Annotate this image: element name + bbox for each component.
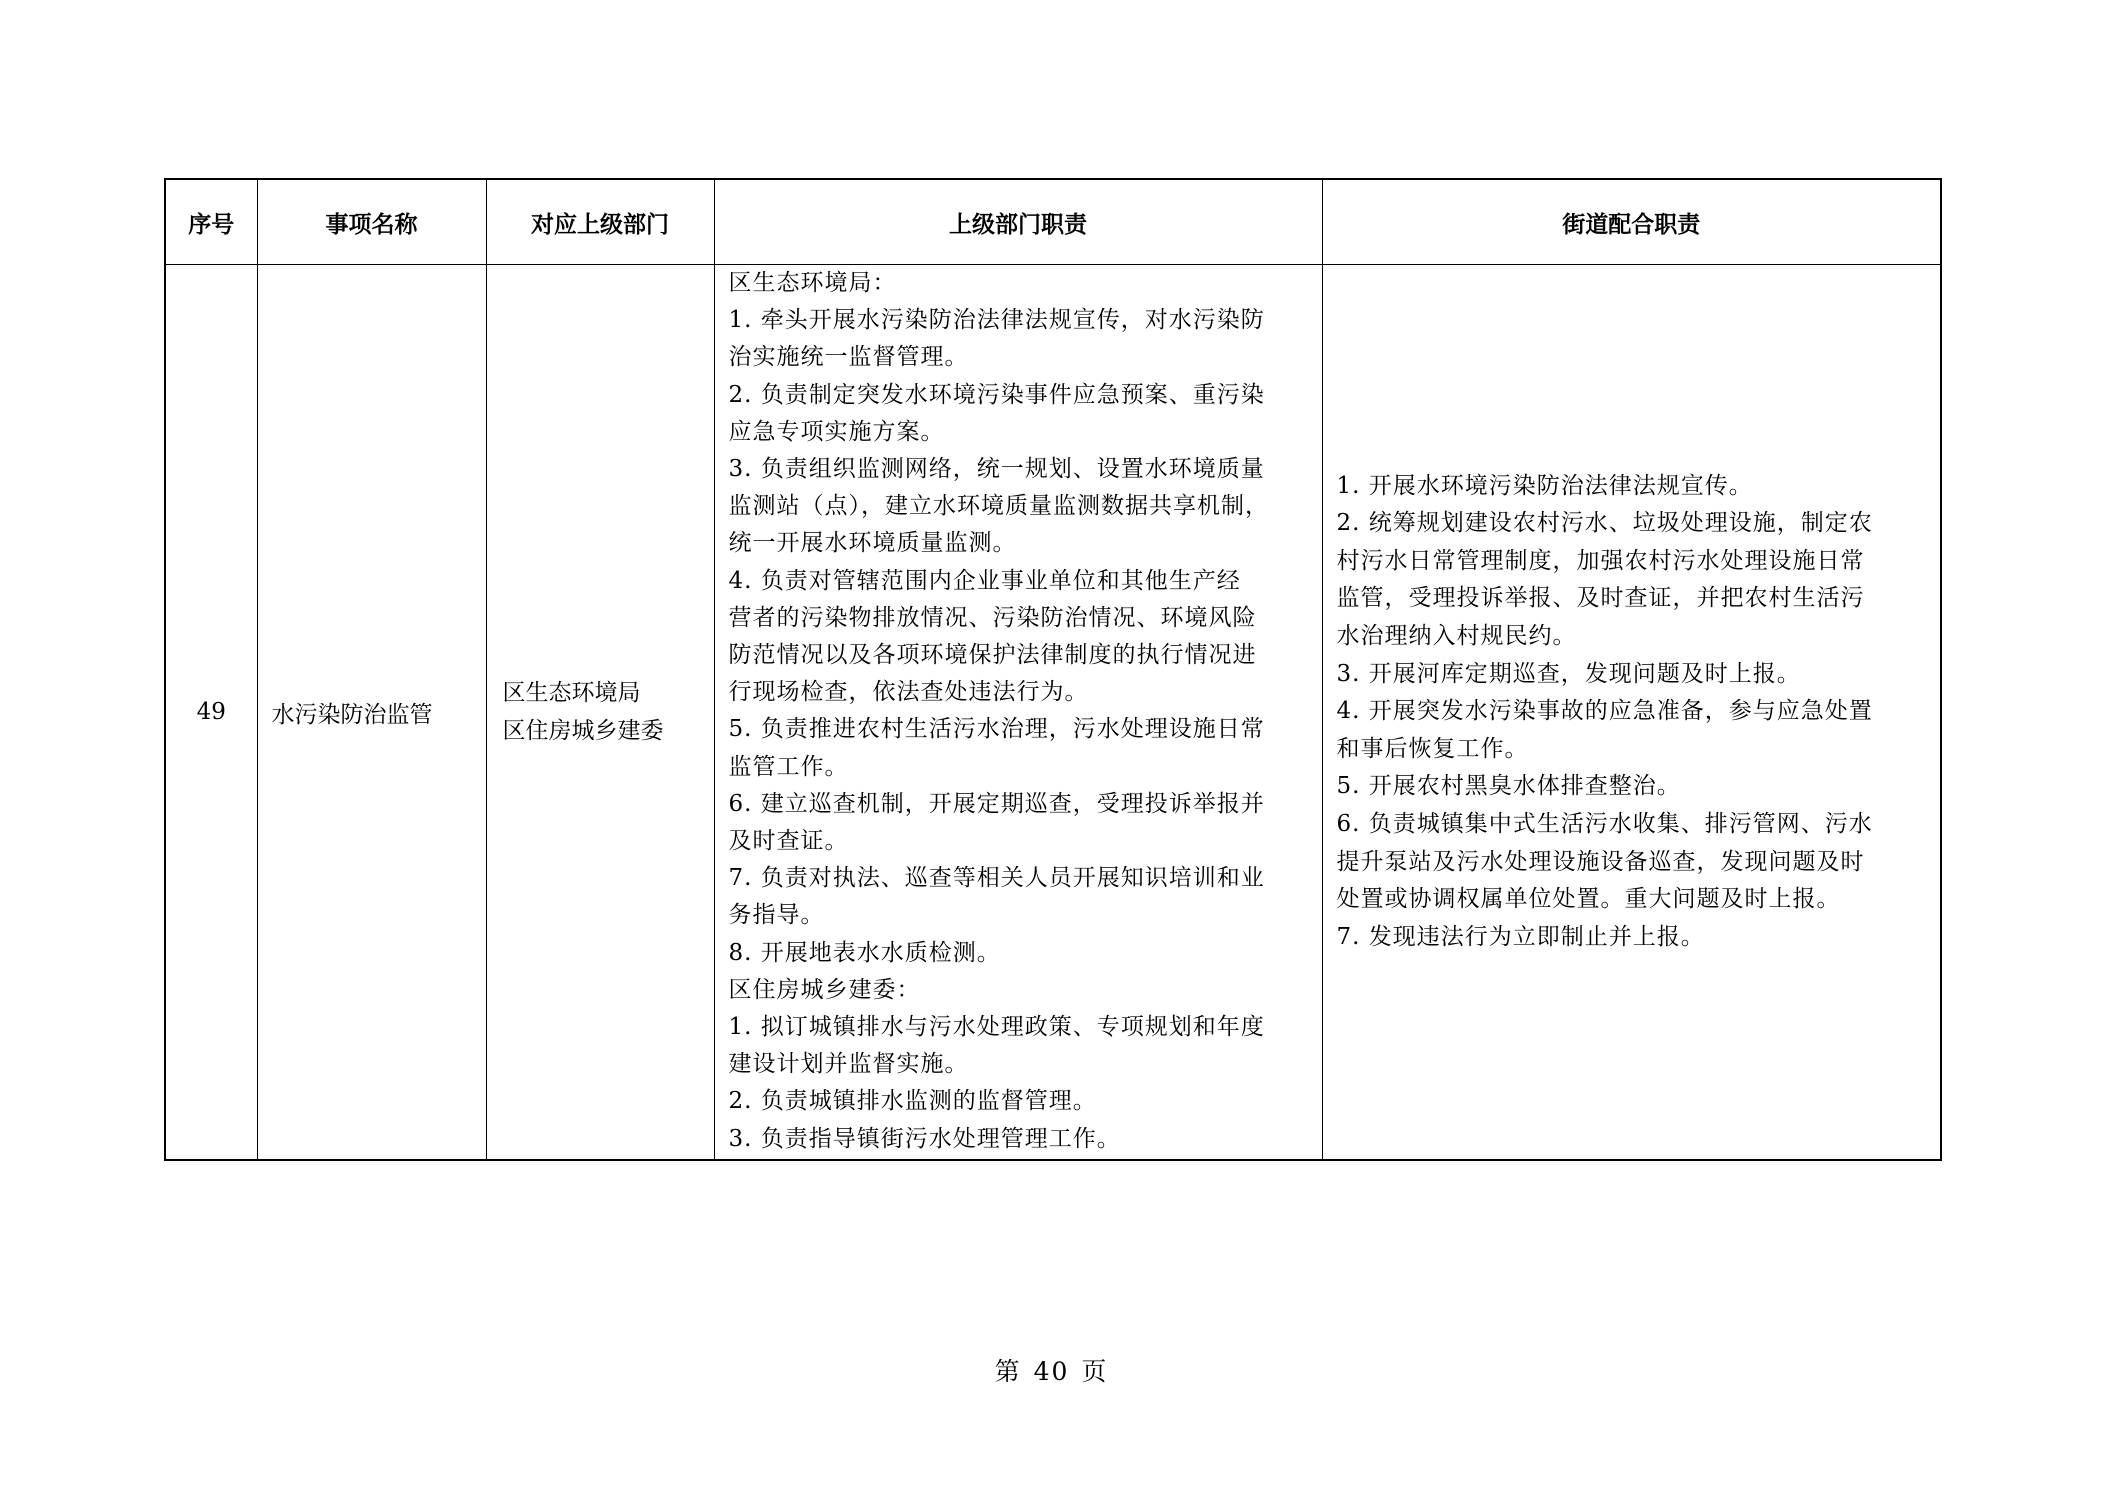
- row-item-name: 水污染防治监管: [257, 265, 486, 1161]
- upper-duty-line: 1. 牵头开展水污染防治法律法规宣传，对水污染防: [728, 307, 1265, 334]
- upper-duty-line: 区生态环境局：: [728, 270, 897, 296]
- street-duty-line: 2. 统筹规划建设农村污水、垃圾处理设施，制定农: [1336, 510, 1873, 537]
- street-duty-line: 6. 负责城镇集中式生活污水收集、排污管网、污水: [1336, 810, 1873, 837]
- upper-duty-line: 2. 负责城镇排水监测的监督管理。: [728, 1088, 1097, 1115]
- header-index: 序号: [165, 179, 257, 265]
- street-duty-line: 1. 开展水环境污染防治法律法规宣传。: [1336, 472, 1753, 499]
- upper-duty-line: 应急专项实施方案。: [728, 418, 945, 445]
- street-duty-line: 处置或协调权属单位处置。重大问题及时上报。: [1336, 886, 1841, 913]
- upper-duty-line: 营者的污染物排放情况、污染防治情况、环境风险: [728, 604, 1257, 631]
- upper-duty-line: 2. 负责制定突发水环境污染事件应急预案、重污染: [728, 381, 1265, 408]
- street-duty-line: 监管，受理投诉举报、及时查证，并把农村生活污: [1336, 585, 1865, 612]
- upper-duty-line: 3. 负责组织监测网络，统一规划、设置水环境质量: [728, 456, 1265, 483]
- street-duty-line: 7. 发现违法行为立即制止并上报。: [1336, 923, 1705, 950]
- street-duty-line: 提升泵站及污水处理设施设备巡查，发现问题及时: [1336, 848, 1865, 875]
- header-upper-duties: 上级部门职责: [714, 179, 1322, 265]
- upper-duty-line: 8. 开展地表水水质检测。: [728, 939, 1001, 966]
- upper-duty-line: 行现场检查，依法查处违法行为。: [728, 679, 1089, 706]
- upper-duty-line: 务指导。: [728, 902, 825, 929]
- row-street-duties: [1322, 265, 1941, 1161]
- street-duty-line: 3. 开展河库定期巡查，发现问题及时上报。: [1336, 660, 1801, 687]
- upper-duty-line: 统一开展水环境质量监测。: [728, 530, 1017, 557]
- row-departments: [486, 265, 714, 1161]
- page-suffix: 页: [1081, 1357, 1109, 1386]
- street-duty-line: 水治理纳入村规民约。: [1336, 623, 1577, 650]
- page-number: 40: [1033, 1357, 1070, 1386]
- upper-duty-line: 1. 拟订城镇排水与污水处理政策、专项规划和年度: [728, 1014, 1265, 1041]
- upper-duty-line: 防范情况以及各项环境保护法律制度的执行情况进: [728, 642, 1257, 669]
- department-line: 区住房城乡建委: [502, 718, 664, 744]
- row-upper-duties: [714, 265, 1322, 1161]
- duty-table: [164, 178, 1942, 1161]
- upper-duty-line: 4. 负责对管辖范围内企业事业单位和其他生产经: [728, 567, 1241, 594]
- street-duty-line: 村污水日常管理制度，加强农村污水处理设施日常: [1336, 547, 1865, 574]
- upper-duty-line: 3. 负责指导镇街污水处理管理工作。: [728, 1125, 1121, 1152]
- upper-duty-line: 区住房城乡建委：: [728, 976, 921, 1003]
- upper-duty-line: 治实施统一监督管理。: [728, 344, 969, 371]
- page-prefix: 第: [994, 1357, 1022, 1386]
- upper-duty-line: 建设计划并监督实施。: [728, 1051, 969, 1078]
- department-line: 区生态环境局: [502, 680, 641, 706]
- street-duty-line: 和事后恢复工作。: [1336, 735, 1529, 762]
- upper-duty-line: 7. 负责对执法、巡查等相关人员开展知识培训和业: [728, 865, 1265, 892]
- upper-duty-line: 及时查证。: [728, 828, 849, 855]
- table-header-row: [165, 179, 1941, 265]
- street-duty-line: 4. 开展突发水污染事故的应急准备，参与应急处置: [1336, 698, 1873, 725]
- page-footer: [0, 1352, 2103, 1388]
- upper-duty-line: 6. 建立巡查机制，开展定期巡查，受理投诉举报并: [728, 790, 1265, 817]
- header-upper-department: 对应上级部门: [486, 179, 714, 265]
- table-row: [165, 265, 1941, 1161]
- row-index: 49: [165, 265, 257, 1161]
- upper-duty-line: 监管工作。: [728, 753, 849, 780]
- upper-duty-line: 监测站（点），建立水环境质量监测数据共享机制，: [728, 493, 1269, 520]
- upper-duty-line: 5. 负责推进农村生活污水治理，污水处理设施日常: [728, 716, 1265, 743]
- header-street-duties: 街道配合职责: [1322, 179, 1941, 265]
- street-duty-line: 5. 开展农村黑臭水体排查整治。: [1336, 773, 1681, 800]
- header-item-name: 事项名称: [257, 179, 486, 265]
